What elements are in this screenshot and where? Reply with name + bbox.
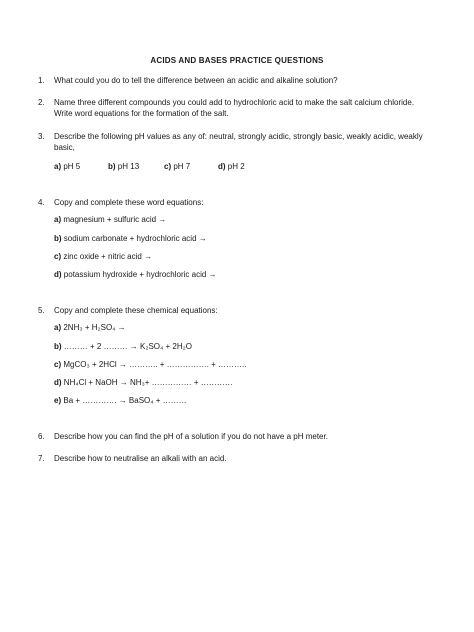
item-text: NH₄Cl + NaOH → NH₃+ …………… + …………	[63, 378, 233, 387]
chemical-equation-c	[54, 360, 246, 370]
question-text-line-2: basic,	[54, 143, 75, 152]
item-label: c)	[54, 252, 62, 261]
item-text: MgCO₃ + 2HCl → ……….. + ……………. + ………..	[63, 360, 247, 369]
question-text: Copy and complete these word equations:	[54, 198, 204, 207]
question-text-line-2: Write word equations for the formation of the salt.	[54, 109, 229, 118]
question-text-line-1: Name three different compounds you could add to hydrochloric acid to make the salt calcium chloride.	[54, 98, 415, 107]
item-label: b)	[54, 234, 62, 243]
option-label: d)	[218, 162, 226, 171]
question-text: Describe how to neutralise an alkali with an acid.	[54, 454, 227, 463]
item-text: potassium hydroxide + hydrochloric acid →	[63, 270, 217, 279]
chemical-equation-b	[54, 342, 192, 352]
option-label: c)	[164, 162, 172, 171]
chemical-equation-d	[54, 378, 233, 388]
question-3	[38, 132, 438, 153]
page-title: ACIDS AND BASES PRACTICE QUESTIONS	[150, 56, 324, 65]
item-text: ……… + 2 ……… → K₂SO₄ + 2H₂O	[63, 342, 192, 351]
option-label: b)	[108, 162, 116, 171]
item-text: 2NH₃ + H₂SO₄ →	[63, 323, 126, 332]
question-text: What could you do to tell the difference between an acidic and alkaline solution?	[54, 76, 338, 85]
option-c	[164, 162, 190, 172]
chemical-equation-e	[54, 396, 187, 406]
item-text: zinc oxide + nitric acid →	[63, 252, 153, 261]
option-text: pH 2	[227, 162, 245, 171]
item-label: d)	[54, 378, 62, 387]
question-5	[38, 306, 438, 316]
word-equation-c	[54, 252, 152, 262]
question-number: 6.	[38, 432, 45, 441]
option-a	[54, 162, 80, 172]
chemical-equation-a	[54, 323, 126, 333]
item-label: e)	[54, 396, 62, 405]
question-number: 4.	[38, 198, 45, 207]
item-text: magnesium + sulfuric acid →	[63, 215, 167, 224]
item-text: sodium carbonate + hydrochloric acid →	[63, 234, 207, 243]
question-6	[38, 432, 438, 442]
item-label: a)	[54, 215, 62, 224]
word-equation-d	[54, 270, 217, 280]
question-number: 1.	[38, 76, 45, 85]
question-4	[38, 198, 438, 208]
option-b	[108, 162, 139, 172]
item-label: c)	[54, 360, 62, 369]
item-label: b)	[54, 342, 62, 351]
option-label: a)	[54, 162, 62, 171]
question-text: Copy and complete these chemical equations:	[54, 306, 218, 315]
question-1	[38, 76, 438, 86]
word-equation-b	[54, 234, 207, 244]
item-label: a)	[54, 323, 62, 332]
word-equation-a	[54, 215, 166, 225]
question-number: 5.	[38, 306, 45, 315]
item-label: d)	[54, 270, 62, 279]
question-number: 3.	[38, 132, 45, 141]
item-text: Ba + …………. → BaSO₄ + ………	[63, 396, 187, 405]
question-7	[38, 454, 438, 464]
option-text: pH 7	[173, 162, 191, 171]
option-text: pH 13	[117, 162, 140, 171]
question-number: 7.	[38, 454, 45, 463]
question-number: 2.	[38, 98, 45, 107]
option-text: pH 5	[63, 162, 81, 171]
question-text-line-1: Describe the following pH values as any of: neutral, strongly acidic, strongly basic, weakly acidic, weakly	[54, 132, 423, 141]
question-text: Describe how you can find the pH of a solution if you do not have a pH meter.	[54, 432, 328, 441]
option-d	[218, 162, 245, 172]
question-2	[38, 98, 438, 119]
